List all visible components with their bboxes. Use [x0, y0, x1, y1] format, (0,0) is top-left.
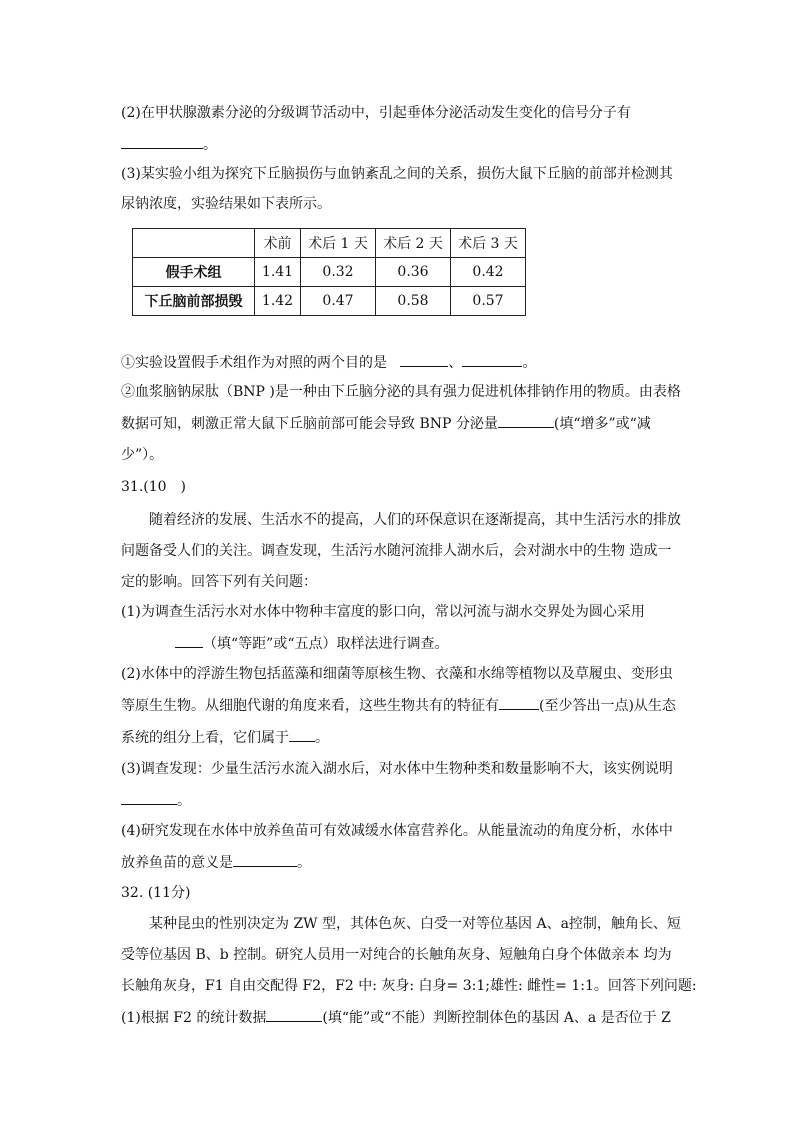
q31-para-line2: 问题备受人们的关注。调查发现，生活污水随河流排人湖水后，会对湖水中的生物 造成一	[121, 543, 672, 559]
q32-para-line2: 受等位基因 B、b 控制。研究人员用一对纯合的长触角灰身、短触角白身个体做亲本 均为	[121, 947, 672, 963]
q32-para-line3: 长触角灰身，F1 自由交配得 F2，F2 中: 灰身: 白身= 3:1;雄性: 雌性= 1:1。回答下列问题:	[121, 978, 697, 994]
q31-header: 31.(10 )	[121, 479, 187, 495]
answer-blank[interactable]	[175, 633, 203, 648]
table-cell: 1.41	[255, 258, 301, 287]
table-header-cell: 术后 1 天	[301, 229, 376, 258]
table-cell: 0.58	[376, 287, 451, 316]
table-header-cell: 术后 3 天	[451, 229, 526, 258]
table-cell: 0.42	[451, 258, 526, 287]
q31-s1-line2: （填“等距”或“五点）取样法进行调查。	[175, 633, 448, 654]
q3-line2: 尿钠浓度，实验结果如下表所示。	[121, 196, 331, 212]
q31-s2-line2: 等原生生物。从细胞代谢的角度来看，这些生物共有的特征有 (至少答出一点)从生态	[121, 695, 676, 716]
table-row	[133, 258, 526, 287]
q2-answer-line: 。	[121, 134, 217, 155]
table-cell: 0.57	[451, 287, 526, 316]
q31-s4-line1: (4)研究发现在水体中放养鱼苗可有效减缓水体富营养化。从能量流动的角度分析，水体中	[121, 823, 673, 839]
q31-s2-line1: (2)水体中的浮游生物包括蓝藻和细菌等原核生物、衣藻和水绵等植物以及草履虫、变形虫	[121, 666, 673, 682]
q32-para-line1: 某种昆虫的性别决定为 ZW 型，其体色灰、白受一对等位基因 A、a控制，触角长、短	[149, 916, 681, 932]
q2-text: (2)在甲状腺激素分泌的分级调节活动中，引起垂体分泌活动发生变化的信号分子有	[121, 105, 631, 121]
q31-s1-line1: (1)为调查生活污水对水体中物种丰富度的影口向，常以河流与湖水交界处为圆心采用	[121, 604, 645, 620]
table-header-cell: 术前	[255, 229, 301, 258]
answer-blank[interactable]	[289, 727, 315, 742]
q3-2-line3: 少”）。	[121, 447, 164, 463]
q31-s4-line2: 放养鱼苗的意义是 。	[121, 852, 311, 873]
table-cell: 0.47	[301, 287, 376, 316]
q3-2-line1: ②血浆脑钠尿肽（BNP )是一种由下丘脑分泌的具有强力促进机体排钠作用的物质。由表格	[121, 384, 681, 400]
table-cell: 1.42	[255, 287, 301, 316]
q32-s1-line1: (1)根据 F2 的统计数据 (填“能”或“不能）判断控制体色的基因 A、a 是否位于 Z	[121, 1007, 671, 1028]
table-header-cell: 术后 2 天	[376, 229, 451, 258]
q3-1-line: ①实验设置假手术组作为对照的两个目的是 、 。	[121, 352, 536, 373]
q31-para-line1: 随着经济的发展、生活水不的提高，人们的环保意识在逐渐提高，其中生活污水的排放	[149, 512, 681, 528]
q31-para-line3: 定的影响。回答下列有关问题：	[121, 574, 317, 590]
answer-blank[interactable]	[121, 134, 203, 149]
row-label: 下丘脑前部损毁	[133, 287, 255, 316]
q32-header: 32. (11分)	[121, 885, 191, 901]
table-row	[133, 287, 526, 316]
answer-blank[interactable]	[499, 695, 539, 710]
answer-blank[interactable]	[400, 352, 448, 367]
answer-blank[interactable]	[266, 1007, 322, 1022]
q31-s3-line1: (3)调查发现：少量生活污水流入湖水后，对水体中生物种类和数量影响不大，该实例说明	[121, 761, 673, 777]
table-header-row	[133, 229, 526, 258]
table-cell: 0.36	[376, 258, 451, 287]
answer-blank[interactable]	[462, 352, 522, 367]
results-table	[132, 228, 526, 316]
answer-blank[interactable]	[121, 790, 177, 805]
table-header-cell	[133, 229, 255, 258]
row-label: 假手术组	[133, 258, 255, 287]
q31-s2-line3: 系统的组分上看，它们属于 。	[121, 727, 329, 748]
q31-s3-line2: 。	[121, 790, 191, 811]
q3-2-line2: 数据可知，刺激正常大鼠下丘脑前部可能会导致 BNP 分泌量 (填“增多”或“减	[121, 413, 651, 434]
table-cell: 0.32	[301, 258, 376, 287]
answer-blank[interactable]	[498, 413, 554, 428]
answer-blank[interactable]	[233, 852, 297, 867]
q3-line1: (3)某实验小组为探究下丘脑损伤与血钠紊乱之间的关系，损伤大鼠下丘脑的前部并检测其	[121, 166, 673, 182]
